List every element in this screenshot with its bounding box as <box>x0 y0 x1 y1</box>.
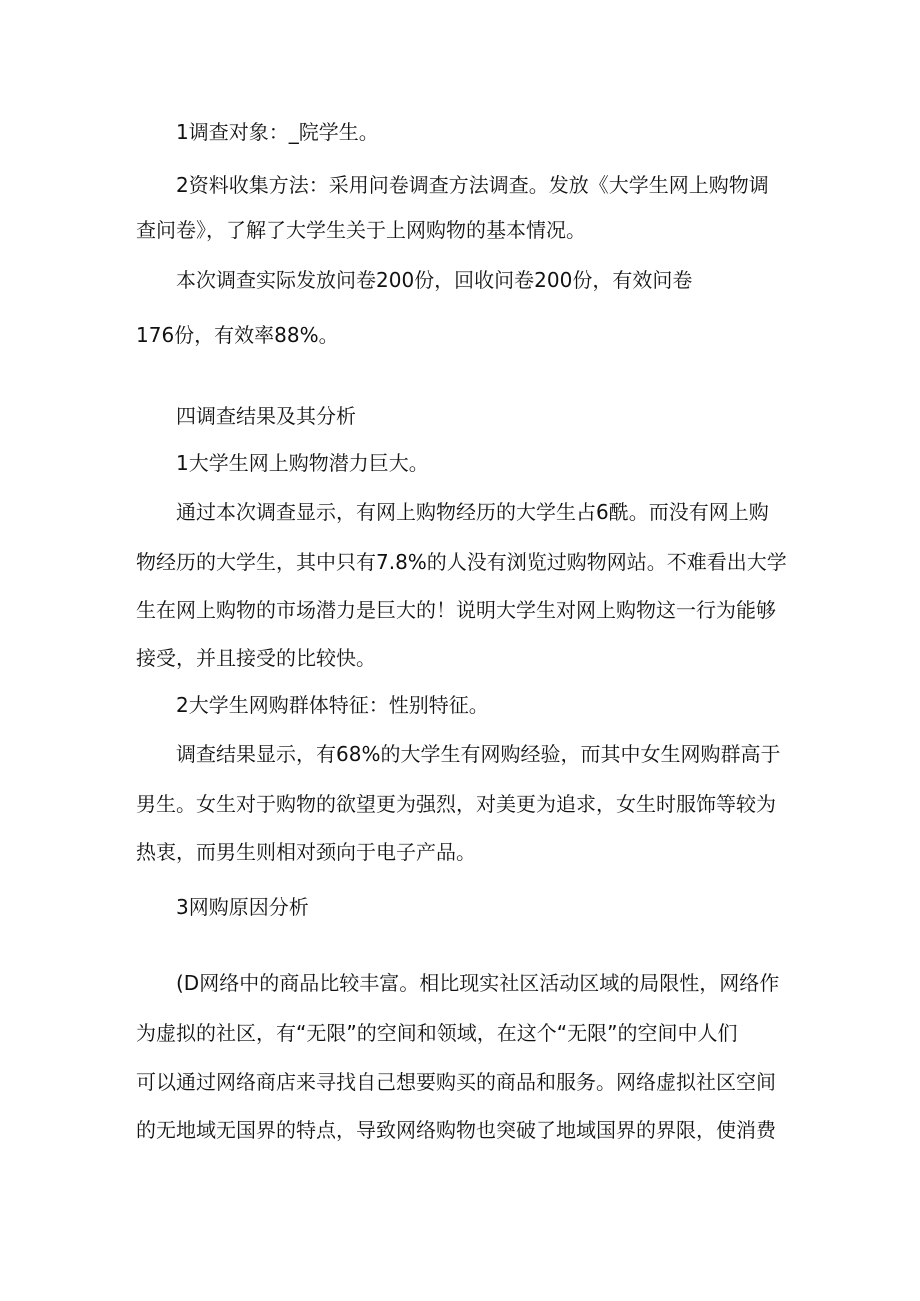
subheading-shopping-potential: 1大学生网上购物潜力巨大。 <box>176 451 429 475</box>
potential-paragraph-line-4: 接受，并且接受的比较快。 <box>136 646 376 670</box>
reason-paragraph-line-1: (D网络中的商品比较丰富。相比现实社区活动区域的局限性，网络作 <box>176 971 780 995</box>
gender-paragraph-line-2: 男生。女生对于购物的欲望更为强烈，对美更为追求，女生时服饰等较为 <box>136 792 776 816</box>
reason-paragraph-line-3: 可以通过网络商店来寻找自己想要购买的商品和服务。网络虚拟社区空间 <box>136 1070 776 1094</box>
reason-paragraph-line-2: 为虚拟的社区，有“无限”的空间和领域，在这个“无限”的空间中人们 <box>136 1021 738 1045</box>
potential-paragraph-line-1: 通过本次调查显示，有网上购物经历的大学生占6酰。而没有网上购 <box>176 500 769 524</box>
data-collection-line-1: 2资料收集方法：采用问卷调查方法调查。发放《大学生网上购物调 <box>176 173 769 197</box>
subheading-reason-analysis: 3网购原因分析 <box>176 895 309 919</box>
potential-paragraph-line-2: 物经历的大学生，其中只有7.8%的人没有浏览过购物网站。不难看出大学 <box>136 550 787 574</box>
potential-paragraph-line-3: 生在网上购物的市场潜力是巨大的！说明大学生对网上购物这一行为能够 <box>136 598 776 622</box>
questionnaire-count-line-2: 176份，有效率88%。 <box>136 323 339 347</box>
reason-paragraph-line-4: 的无地域无国界的特点，导致网络购物也突破了地域国界的界限，使消费 <box>136 1118 776 1142</box>
section-heading-results: 四调查结果及其分析 <box>176 404 356 428</box>
questionnaire-count-line-1: 本次调查实际发放问卷200份，回收问卷200份，有效问卷 <box>176 268 693 292</box>
gender-paragraph-line-3: 热衷，而男生则相对颈向于电子产品。 <box>136 840 476 864</box>
subheading-gender-characteristics: 2大学生网购群体特征：性别特征。 <box>176 693 489 717</box>
gender-paragraph-line-1: 调查结果显示，有68%的大学生有网购经验，而其中女生网购群高于 <box>176 742 781 766</box>
survey-subject-line: 1调查对象：_院学生。 <box>176 120 379 144</box>
data-collection-line-2: 查问卷》，了解了大学生关于上网购物的基本情况。 <box>136 218 586 242</box>
